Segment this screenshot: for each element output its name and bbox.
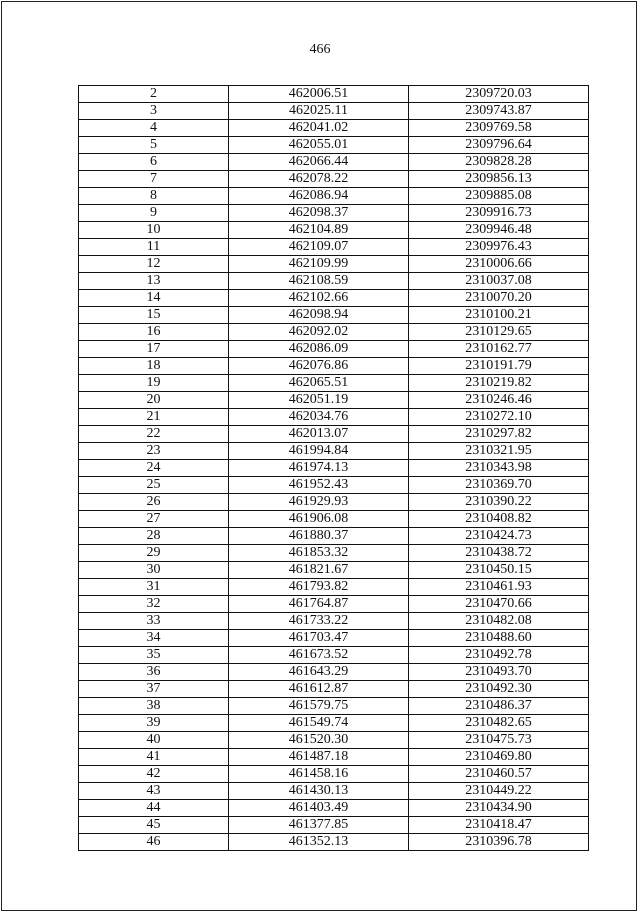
point-number-cell: 36 — [79, 664, 229, 681]
y-coordinate-cell: 2310006.66 — [409, 256, 589, 273]
table-row — [79, 273, 589, 290]
table-row — [79, 528, 589, 545]
table-row — [79, 732, 589, 749]
y-coordinate-cell: 2310162.77 — [409, 341, 589, 358]
table-row — [79, 358, 589, 375]
table-row — [79, 171, 589, 188]
point-number-cell: 35 — [79, 647, 229, 664]
x-coordinate-cell: 461487.18 — [229, 749, 409, 766]
x-coordinate-cell: 461673.52 — [229, 647, 409, 664]
y-coordinate-cell: 2310492.78 — [409, 647, 589, 664]
x-coordinate-cell: 461377.85 — [229, 817, 409, 834]
point-number-cell: 30 — [79, 562, 229, 579]
x-coordinate-cell: 462025.11 — [229, 103, 409, 120]
point-number-cell: 40 — [79, 732, 229, 749]
point-number-cell: 8 — [79, 188, 229, 205]
y-coordinate-cell: 2309916.73 — [409, 205, 589, 222]
point-number-cell: 20 — [79, 392, 229, 409]
x-coordinate-cell: 462076.86 — [229, 358, 409, 375]
x-coordinate-cell: 462098.37 — [229, 205, 409, 222]
point-number-cell: 7 — [79, 171, 229, 188]
point-number-cell: 42 — [79, 766, 229, 783]
point-number-cell: 14 — [79, 290, 229, 307]
x-coordinate-cell: 461764.87 — [229, 596, 409, 613]
table-row — [79, 375, 589, 392]
x-coordinate-cell: 461643.29 — [229, 664, 409, 681]
table-row — [79, 290, 589, 307]
table-row — [79, 154, 589, 171]
x-coordinate-cell: 461352.13 — [229, 834, 409, 851]
point-number-cell: 18 — [79, 358, 229, 375]
x-coordinate-cell: 462051.19 — [229, 392, 409, 409]
x-coordinate-cell: 461703.47 — [229, 630, 409, 647]
x-coordinate-cell: 461403.49 — [229, 800, 409, 817]
x-coordinate-cell: 462078.22 — [229, 171, 409, 188]
table-row — [79, 256, 589, 273]
y-coordinate-cell: 2310460.57 — [409, 766, 589, 783]
x-coordinate-cell: 462013.07 — [229, 426, 409, 443]
point-number-cell: 24 — [79, 460, 229, 477]
point-number-cell: 33 — [79, 613, 229, 630]
point-number-cell: 2 — [79, 86, 229, 103]
x-coordinate-cell: 461929.93 — [229, 494, 409, 511]
point-number-cell: 43 — [79, 783, 229, 800]
x-coordinate-cell: 461994.84 — [229, 443, 409, 460]
table-row — [79, 834, 589, 851]
table-row — [79, 698, 589, 715]
table-row — [79, 596, 589, 613]
table-row — [79, 681, 589, 698]
table-row — [79, 647, 589, 664]
x-coordinate-cell: 462055.01 — [229, 137, 409, 154]
y-coordinate-cell: 2309946.48 — [409, 222, 589, 239]
point-number-cell: 32 — [79, 596, 229, 613]
x-coordinate-cell: 461458.16 — [229, 766, 409, 783]
x-coordinate-cell: 461612.87 — [229, 681, 409, 698]
table-row — [79, 630, 589, 647]
y-coordinate-cell: 2310418.47 — [409, 817, 589, 834]
y-coordinate-cell: 2310100.21 — [409, 307, 589, 324]
table-row — [79, 205, 589, 222]
y-coordinate-cell: 2310482.08 — [409, 613, 589, 630]
point-number-cell: 23 — [79, 443, 229, 460]
y-coordinate-cell: 2310037.08 — [409, 273, 589, 290]
x-coordinate-cell: 462041.02 — [229, 120, 409, 137]
y-coordinate-cell: 2310424.73 — [409, 528, 589, 545]
y-coordinate-cell: 2310369.70 — [409, 477, 589, 494]
table-row — [79, 562, 589, 579]
table-row — [79, 443, 589, 460]
y-coordinate-cell: 2309796.64 — [409, 137, 589, 154]
table-row — [79, 817, 589, 834]
table-row — [79, 715, 589, 732]
table-row — [79, 137, 589, 154]
point-number-cell: 37 — [79, 681, 229, 698]
y-coordinate-cell: 2310450.15 — [409, 562, 589, 579]
table-row — [79, 324, 589, 341]
y-coordinate-cell: 2309769.58 — [409, 120, 589, 137]
point-number-cell: 46 — [79, 834, 229, 851]
y-coordinate-cell: 2309885.08 — [409, 188, 589, 205]
x-coordinate-cell: 461974.13 — [229, 460, 409, 477]
x-coordinate-cell: 462006.51 — [229, 86, 409, 103]
x-coordinate-cell: 461793.82 — [229, 579, 409, 596]
point-number-cell: 28 — [79, 528, 229, 545]
y-coordinate-cell: 2310219.82 — [409, 375, 589, 392]
point-number-cell: 9 — [79, 205, 229, 222]
page-number: 466 — [309, 42, 331, 57]
table-row — [79, 409, 589, 426]
x-coordinate-cell: 462086.09 — [229, 341, 409, 358]
point-number-cell: 17 — [79, 341, 229, 358]
table-row — [79, 477, 589, 494]
y-coordinate-cell: 2310246.46 — [409, 392, 589, 409]
point-number-cell: 11 — [79, 239, 229, 256]
y-coordinate-cell: 2310486.37 — [409, 698, 589, 715]
point-number-cell: 25 — [79, 477, 229, 494]
y-coordinate-cell: 2310488.60 — [409, 630, 589, 647]
x-coordinate-cell: 461520.30 — [229, 732, 409, 749]
y-coordinate-cell: 2310475.73 — [409, 732, 589, 749]
point-number-cell: 3 — [79, 103, 229, 120]
point-number-cell: 44 — [79, 800, 229, 817]
y-coordinate-cell: 2309828.28 — [409, 154, 589, 171]
table-row — [79, 86, 589, 103]
table-row — [79, 766, 589, 783]
x-coordinate-cell: 462092.02 — [229, 324, 409, 341]
y-coordinate-cell: 2310321.95 — [409, 443, 589, 460]
point-number-cell: 10 — [79, 222, 229, 239]
y-coordinate-cell: 2310272.10 — [409, 409, 589, 426]
y-coordinate-cell: 2310482.65 — [409, 715, 589, 732]
table-row — [79, 511, 589, 528]
y-coordinate-cell: 2310493.70 — [409, 664, 589, 681]
y-coordinate-cell: 2310492.30 — [409, 681, 589, 698]
point-number-cell: 13 — [79, 273, 229, 290]
table-row — [79, 426, 589, 443]
point-number-cell: 41 — [79, 749, 229, 766]
table-row — [79, 120, 589, 137]
point-number-cell: 39 — [79, 715, 229, 732]
point-number-cell: 31 — [79, 579, 229, 596]
x-coordinate-cell: 461821.67 — [229, 562, 409, 579]
y-coordinate-cell: 2310070.20 — [409, 290, 589, 307]
table-row — [79, 579, 589, 596]
y-coordinate-cell: 2310396.78 — [409, 834, 589, 851]
table-row — [79, 613, 589, 630]
y-coordinate-cell: 2310129.65 — [409, 324, 589, 341]
point-number-cell: 16 — [79, 324, 229, 341]
y-coordinate-cell: 2310297.82 — [409, 426, 589, 443]
y-coordinate-cell: 2310408.82 — [409, 511, 589, 528]
y-coordinate-cell: 2310390.22 — [409, 494, 589, 511]
table-row — [79, 783, 589, 800]
table-row — [79, 800, 589, 817]
table-row — [79, 664, 589, 681]
table-row — [79, 222, 589, 239]
x-coordinate-cell: 462086.94 — [229, 188, 409, 205]
coordinate-table-body — [79, 86, 589, 851]
x-coordinate-cell: 462065.51 — [229, 375, 409, 392]
y-coordinate-cell: 2309743.87 — [409, 103, 589, 120]
point-number-cell: 19 — [79, 375, 229, 392]
point-number-cell: 45 — [79, 817, 229, 834]
table-row — [79, 103, 589, 120]
point-number-cell: 6 — [79, 154, 229, 171]
x-coordinate-cell: 462098.94 — [229, 307, 409, 324]
table-row — [79, 188, 589, 205]
table-row — [79, 494, 589, 511]
x-coordinate-cell: 461733.22 — [229, 613, 409, 630]
table-row — [79, 545, 589, 562]
x-coordinate-cell: 461853.32 — [229, 545, 409, 562]
point-number-cell: 4 — [79, 120, 229, 137]
point-number-cell: 22 — [79, 426, 229, 443]
y-coordinate-cell: 2309976.43 — [409, 239, 589, 256]
y-coordinate-cell: 2310434.90 — [409, 800, 589, 817]
x-coordinate-cell: 462102.66 — [229, 290, 409, 307]
y-coordinate-cell: 2310461.93 — [409, 579, 589, 596]
x-coordinate-cell: 461906.08 — [229, 511, 409, 528]
x-coordinate-cell: 462108.59 — [229, 273, 409, 290]
x-coordinate-cell: 462066.44 — [229, 154, 409, 171]
point-number-cell: 21 — [79, 409, 229, 426]
table-row — [79, 341, 589, 358]
y-coordinate-cell: 2310449.22 — [409, 783, 589, 800]
table-row — [79, 307, 589, 324]
x-coordinate-cell: 462104.89 — [229, 222, 409, 239]
y-coordinate-cell: 2310343.98 — [409, 460, 589, 477]
y-coordinate-cell: 2310438.72 — [409, 545, 589, 562]
point-number-cell: 15 — [79, 307, 229, 324]
x-coordinate-cell: 462034.76 — [229, 409, 409, 426]
y-coordinate-cell: 2310470.66 — [409, 596, 589, 613]
point-number-cell: 34 — [79, 630, 229, 647]
table-row — [79, 239, 589, 256]
coordinate-table — [78, 85, 589, 851]
x-coordinate-cell: 461952.43 — [229, 477, 409, 494]
x-coordinate-cell: 461430.13 — [229, 783, 409, 800]
y-coordinate-cell: 2309720.03 — [409, 86, 589, 103]
point-number-cell: 38 — [79, 698, 229, 715]
y-coordinate-cell: 2310469.80 — [409, 749, 589, 766]
point-number-cell: 12 — [79, 256, 229, 273]
point-number-cell: 26 — [79, 494, 229, 511]
x-coordinate-cell: 462109.99 — [229, 256, 409, 273]
point-number-cell: 29 — [79, 545, 229, 562]
x-coordinate-cell: 461579.75 — [229, 698, 409, 715]
y-coordinate-cell: 2309856.13 — [409, 171, 589, 188]
table-row — [79, 749, 589, 766]
table-row — [79, 460, 589, 477]
table-row — [79, 392, 589, 409]
point-number-cell: 5 — [79, 137, 229, 154]
x-coordinate-cell: 461880.37 — [229, 528, 409, 545]
y-coordinate-cell: 2310191.79 — [409, 358, 589, 375]
point-number-cell: 27 — [79, 511, 229, 528]
x-coordinate-cell: 462109.07 — [229, 239, 409, 256]
x-coordinate-cell: 461549.74 — [229, 715, 409, 732]
